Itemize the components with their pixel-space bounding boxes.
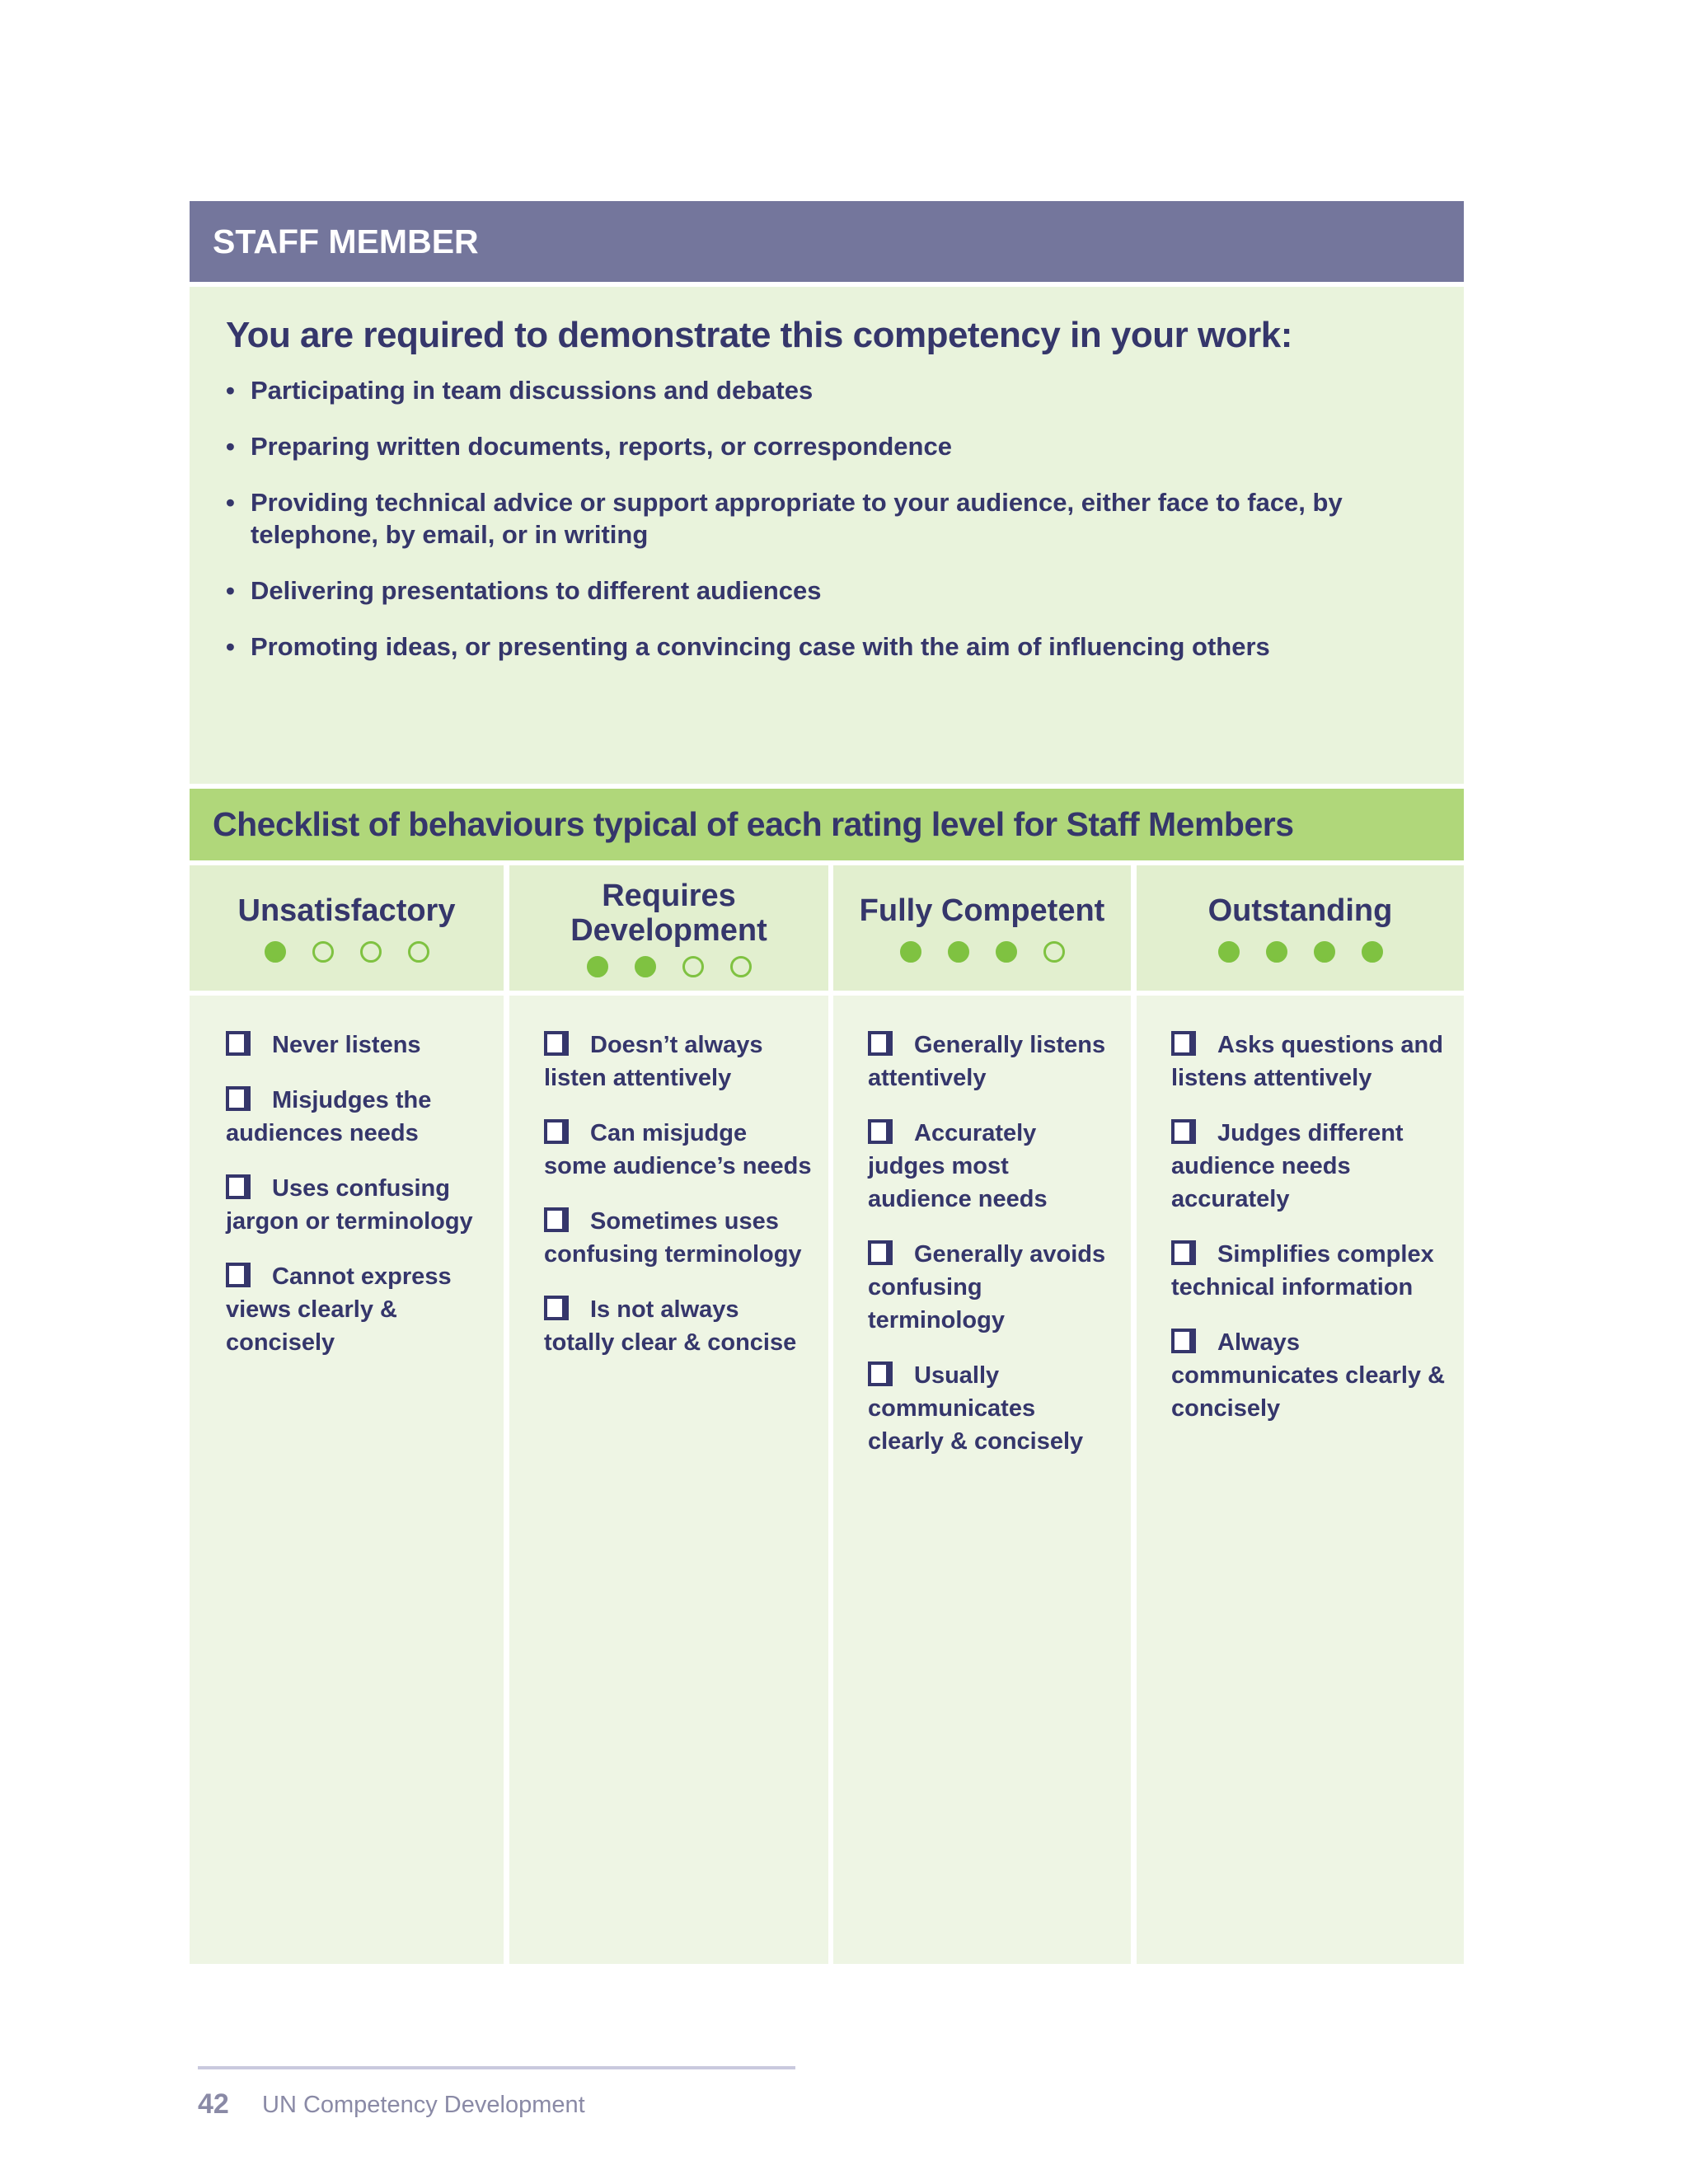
behaviour-text: Doesn’t always listen attentively — [544, 1032, 763, 1091]
behaviour-item — [1171, 1117, 1447, 1216]
behaviour-text: Simplifies complex technical information — [1171, 1241, 1434, 1301]
behaviour-item — [868, 1238, 1114, 1337]
checkbox-icon[interactable] — [544, 1119, 569, 1144]
filled-dot-icon — [1218, 941, 1240, 963]
behaviour-text: Always communicates clearly & concisely — [1171, 1329, 1446, 1422]
behaviour-item — [544, 1117, 812, 1183]
requirement-item: • Providing technical advice or support appropriate to your audience, either face to face, by telephone, by email, or in writing — [226, 486, 1380, 551]
filled-dot-icon — [948, 941, 969, 963]
filled-dot-icon — [1266, 941, 1287, 963]
behaviour-text: Generally listens attentively — [868, 1032, 1106, 1091]
behaviour-text: Never listens — [272, 1032, 421, 1058]
behaviour-text: Accurately judges most audience needs — [868, 1120, 1048, 1212]
level-header-requires-development — [509, 865, 828, 991]
behaviour-item — [226, 1084, 487, 1150]
rating-dots — [265, 941, 429, 963]
checkbox-icon[interactable] — [1171, 1031, 1196, 1056]
footer-title: UN Competency Development — [262, 2092, 585, 2118]
behaviour-item — [868, 1029, 1114, 1094]
level-column-outstanding — [1137, 996, 1464, 1964]
requirement-item: • Delivering presentations to different audiences — [226, 574, 1380, 607]
level-column-unsatisfactory — [190, 996, 504, 1964]
filled-dot-icon — [587, 956, 608, 977]
behaviour-item — [544, 1029, 812, 1094]
behaviour-text: Generally avoids confusing terminology — [868, 1241, 1106, 1333]
filled-dot-icon — [635, 956, 656, 977]
behaviour-item — [226, 1172, 487, 1238]
checkbox-icon[interactable] — [1171, 1329, 1196, 1353]
requirement-item: • Preparing written documents, reports, or correspondence — [226, 430, 1380, 462]
empty-dot-icon — [360, 941, 382, 963]
behaviour-item — [544, 1205, 812, 1271]
behaviour-item — [868, 1117, 1114, 1216]
behaviour-text: Asks questions and listens attentively — [1171, 1032, 1443, 1091]
level-column-requires-development — [509, 996, 828, 1964]
checkbox-icon[interactable] — [226, 1263, 251, 1287]
filled-dot-icon — [996, 941, 1017, 963]
level-column-fully-competent — [833, 996, 1131, 1964]
checkbox-icon[interactable] — [226, 1031, 251, 1056]
filled-dot-icon — [265, 941, 286, 963]
checklist-title: Checklist of behaviours typical of each rating level for Staff Members — [190, 789, 1464, 860]
behaviour-text: Is not always totally clear & concise — [544, 1296, 797, 1356]
behaviour-text: Judges different audience needs accurately — [1171, 1120, 1404, 1212]
empty-dot-icon — [730, 956, 752, 977]
checkbox-icon[interactable] — [544, 1031, 569, 1056]
behaviour-item — [1171, 1326, 1447, 1425]
requirements-list — [226, 374, 1431, 663]
checkbox-icon[interactable] — [544, 1207, 569, 1232]
checkbox-icon[interactable] — [1171, 1240, 1196, 1265]
checkbox-icon[interactable] — [868, 1240, 893, 1265]
requirement-item: • Promoting ideas, or presenting a convincing case with the aim of influencing others — [226, 630, 1380, 663]
filled-dot-icon — [1314, 941, 1335, 963]
rating-dots — [587, 956, 752, 977]
empty-dot-icon — [312, 941, 334, 963]
filled-dot-icon — [900, 941, 921, 963]
checkbox-icon[interactable] — [1171, 1119, 1196, 1144]
level-name: Outstanding — [1207, 893, 1393, 928]
behaviour-item — [1171, 1238, 1447, 1304]
requirements-panel — [190, 287, 1464, 784]
checkbox-icon[interactable] — [226, 1086, 251, 1111]
footer-divider — [198, 2066, 795, 2069]
behaviour-item — [226, 1029, 487, 1062]
behaviour-text: Sometimes uses confusing terminology — [544, 1208, 802, 1268]
level-header-fully-competent — [833, 865, 1131, 991]
behaviour-text: Uses confusing jargon or terminology — [226, 1175, 473, 1235]
level-header-unsatisfactory — [190, 865, 504, 991]
section-header: STAFF MEMBER — [190, 201, 1464, 282]
behaviour-item — [1171, 1029, 1447, 1094]
requirement-item: • Participating in team discussions and debates — [226, 374, 1380, 406]
behaviour-text: Can misjudge some audience’s needs — [544, 1120, 812, 1179]
rating-dots — [1218, 941, 1383, 963]
behaviour-item — [226, 1260, 487, 1359]
checkbox-icon[interactable] — [868, 1361, 893, 1386]
rating-dots — [900, 941, 1065, 963]
behaviour-item — [868, 1359, 1114, 1458]
page-number: 42 — [198, 2088, 229, 2120]
requirements-title: You are required to demonstrate this competency in your work: — [226, 315, 1292, 355]
behaviour-item — [544, 1293, 812, 1359]
level-header-outstanding — [1137, 865, 1464, 991]
behaviour-text: Cannot express views clearly & concisely — [226, 1263, 452, 1356]
behaviour-text: Misjudges the audiences needs — [226, 1087, 432, 1146]
filled-dot-icon — [1362, 941, 1383, 963]
empty-dot-icon — [682, 956, 704, 977]
checkbox-icon[interactable] — [868, 1031, 893, 1056]
level-name: Unsatisfactory — [237, 893, 456, 928]
empty-dot-icon — [408, 941, 429, 963]
checkbox-icon[interactable] — [868, 1119, 893, 1144]
checkbox-icon[interactable] — [544, 1296, 569, 1320]
empty-dot-icon — [1043, 941, 1065, 963]
level-name: Requires Development — [570, 879, 767, 948]
checkbox-icon[interactable] — [226, 1174, 251, 1199]
level-name: Fully Competent — [859, 893, 1105, 928]
behaviour-text: Usually communicates clearly & concisely — [868, 1362, 1084, 1455]
